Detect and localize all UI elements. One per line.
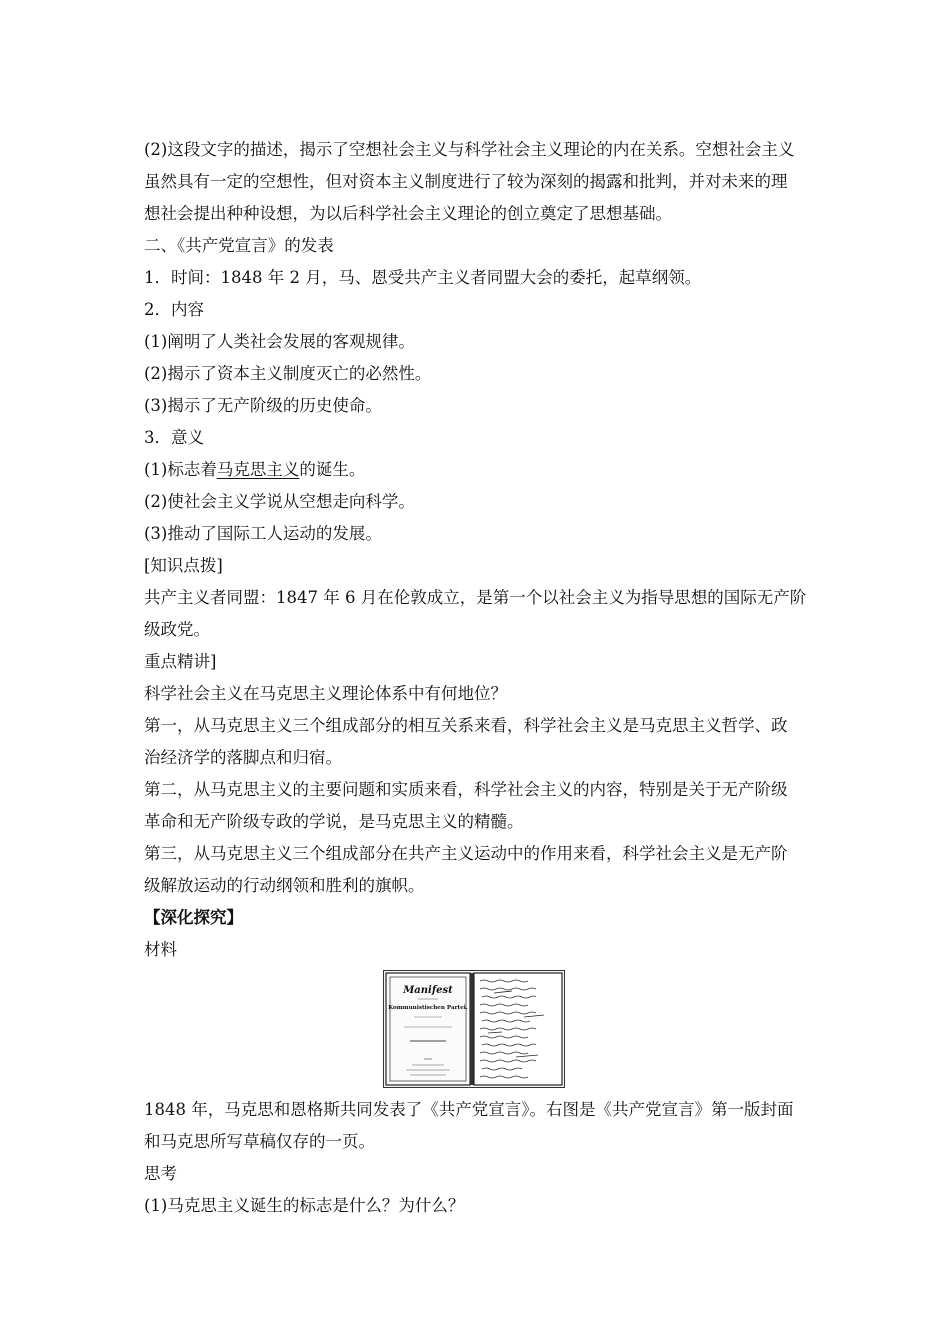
point-line: 革命和无产阶级专政的学说，是马克思主义的精髓。 [144, 812, 524, 831]
time-line: 1．时间：1848 年 2 月，马、恩受共产主义者同盟大会的委托，起草纲领。 [144, 268, 702, 287]
sig-suffix: 的诞生。 [299, 460, 366, 479]
question-line: (1)马克思主义诞生的标志是什么？为什么？ [144, 1196, 465, 1215]
point-line: 第三，从马克思主义三个组成部分在共产主义运动中的作用来看，科学社会主义是无产阶 [144, 844, 788, 863]
explore-heading: 【深化探究】 [144, 908, 243, 927]
point-line: 治经济学的落脚点和归宿。 [144, 748, 342, 767]
cover-heading: Manifest [403, 985, 453, 996]
content-item: (2)揭示了资本主义制度灭亡的必然性。 [144, 364, 432, 383]
paragraph-line: 想社会提出种种设想，为以后科学社会主义理论的创立奠定了思想基础。 [144, 204, 672, 223]
figure-container [144, 966, 812, 1094]
tip-line: 级政党。 [144, 620, 210, 639]
manifesto-illustration [384, 971, 564, 1087]
point-line: 第二，从马克思主义的主要问题和实质来看，科学社会主义的内容，特别是关于无产阶级 [144, 780, 788, 799]
material-label: 材料 [144, 940, 177, 959]
tip-heading: [知识点拨] [144, 556, 223, 575]
tip-line: 共产主义者同盟：1847 年 6 月在伦敦成立，是第一个以社会主义为指导思想的国际无产阶 [144, 588, 807, 607]
significance-item: (3)推动了国际工人运动的发展。 [144, 524, 382, 543]
point-line: 第一，从马克思主义三个组成部分的相互关系来看，科学社会主义是马克思主义哲学、政 [144, 716, 788, 735]
caption-line: 和马克思所写草稿仅存的一页。 [144, 1132, 375, 1151]
manifesto-image [383, 970, 565, 1088]
paragraph-line: 虽然具有一定的空想性，但对资本主义制度进行了较为深刻的揭露和批判，并对未来的理 [144, 172, 788, 191]
focus-question: 科学社会主义在马克思主义理论体系中有何地位？ [144, 684, 507, 703]
content-item: (1)阐明了人类社会发展的客观规律。 [144, 332, 415, 351]
focus-heading: 重点精讲] [144, 652, 217, 671]
significance-heading: 3．意义 [144, 428, 204, 447]
content-item: (3)揭示了无产阶级的历史使命。 [144, 396, 382, 415]
section-heading: 二、《共产党宣言》的发表 [144, 236, 334, 255]
cover-subtitle: Kommunistischen Partei. [388, 1005, 468, 1011]
caption-line: 1848 年，马克思和恩格斯共同发表了《共产党宣言》。右图是《共产党宣言》第一版封面 [144, 1100, 794, 1119]
significance-item: (2)使社会主义学说从空想走向科学。 [144, 492, 415, 511]
document-body [144, 134, 812, 1222]
underlined-term: 马克思主义 [216, 460, 300, 479]
point-line: 级解放运动的行动纲领和胜利的旗帜。 [144, 876, 425, 895]
think-label: 思考 [144, 1164, 177, 1183]
paragraph-line: (2)这段文字的描述，揭示了空想社会主义与科学社会主义理论的内在关系。空想社会主义 [144, 140, 795, 159]
significance-item [144, 454, 812, 486]
content-heading: 2．内容 [144, 300, 204, 319]
sig-prefix: (1)标志着 [144, 460, 217, 479]
